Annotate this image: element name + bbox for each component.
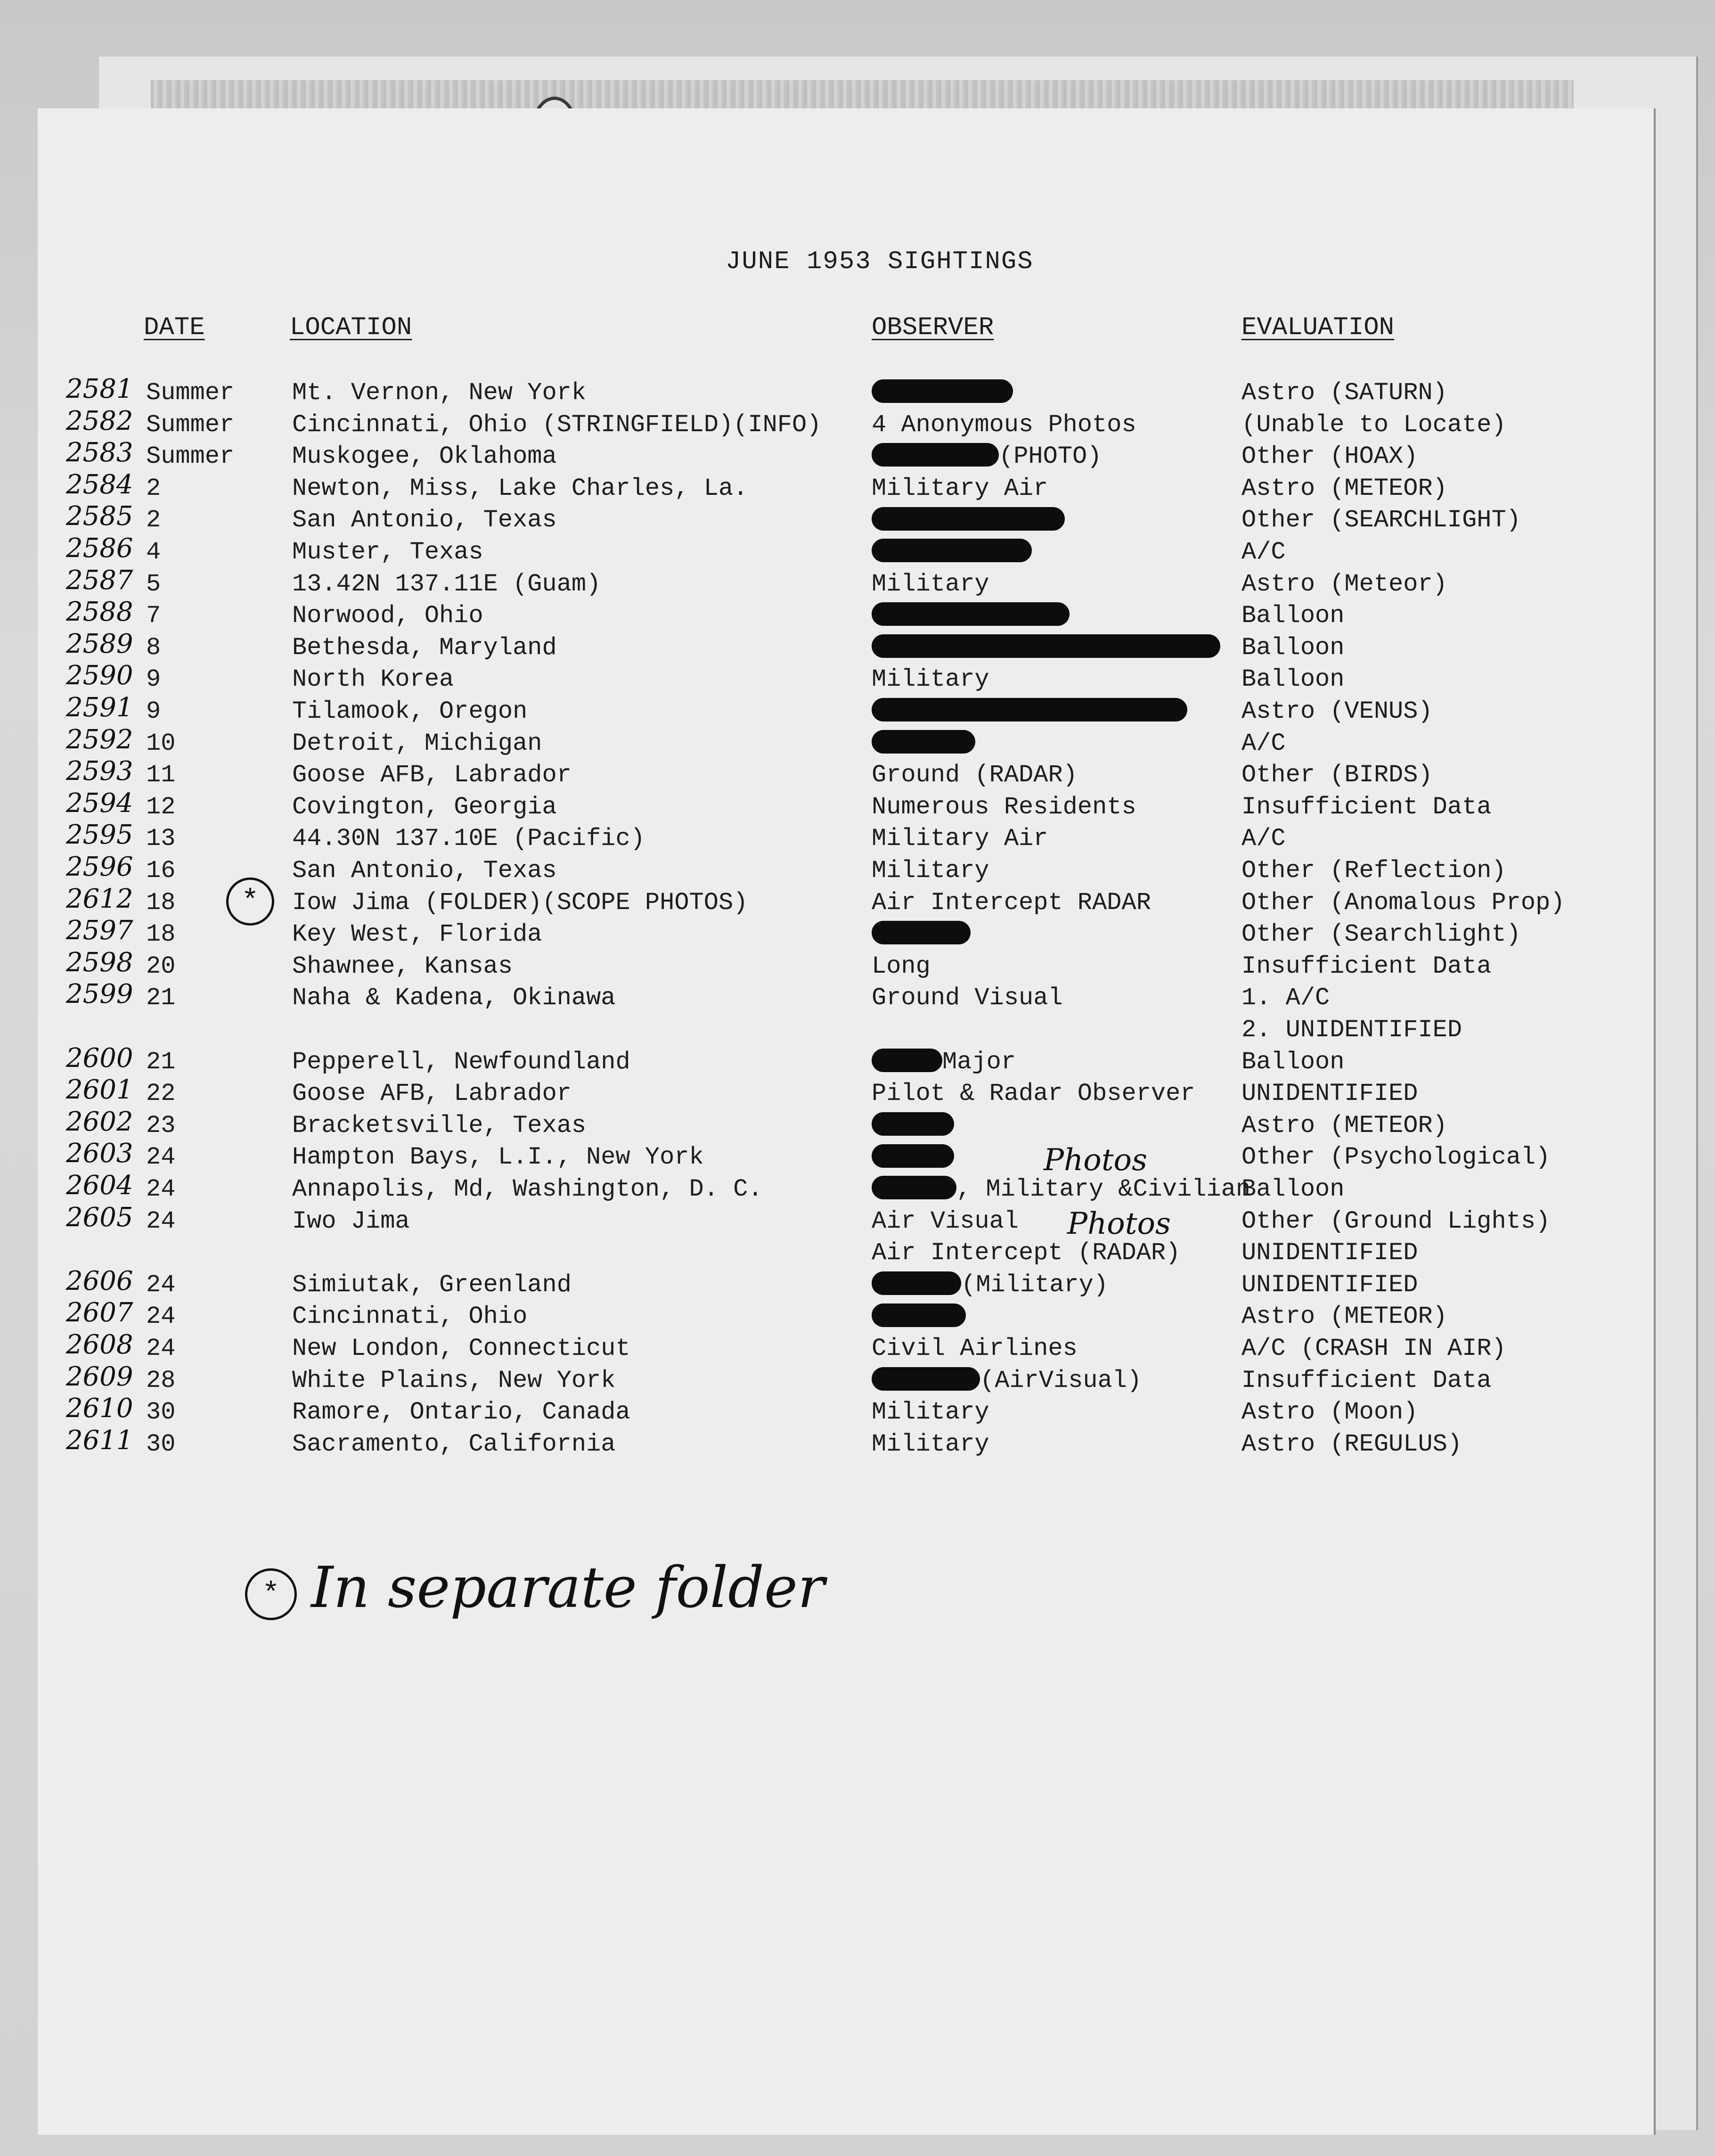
header-evaluation: EVALUATION — [1241, 313, 1395, 342]
table-row — [0, 787, 1715, 823]
table-row — [0, 820, 1715, 855]
redaction-mark — [872, 634, 1220, 658]
observer-text: Military — [872, 857, 989, 885]
case-number: 2607 — [66, 1297, 133, 1328]
case-number: 2595 — [66, 820, 133, 851]
observer-cell — [872, 1237, 1180, 1269]
evaluation-cell: Astro (REGULUS) — [1241, 1430, 1462, 1458]
location-cell: Hampton Bays, L.I., New York — [292, 1143, 704, 1172]
observer-cell — [872, 982, 1063, 1014]
observer-cell — [872, 1205, 1019, 1238]
table-row — [0, 756, 1715, 791]
location-cell: Shawnee, Kansas — [292, 952, 513, 980]
evaluation-cell: Balloon — [1241, 633, 1345, 662]
date-cell: 21 — [146, 984, 176, 1012]
redaction-mark — [872, 1144, 954, 1168]
table-row — [0, 1014, 1715, 1046]
observer-text: 4 Anonymous Photos — [872, 410, 1136, 439]
location-cell: North Korea — [292, 665, 454, 694]
handwritten-photos-1: Photos — [1044, 1143, 1147, 1178]
case-number: 2603 — [66, 1138, 133, 1169]
evaluation-cell: Balloon — [1241, 1048, 1345, 1076]
table-row — [0, 405, 1715, 441]
table-row — [0, 660, 1715, 696]
handwritten-footnote: In separate folder — [311, 1555, 825, 1621]
case-number: 2602 — [66, 1106, 133, 1137]
observer-text: Numerous Residents — [872, 793, 1136, 821]
location-cell: White Plains, New York — [292, 1366, 616, 1394]
footnote-star-icon: * — [245, 1568, 297, 1620]
table-row — [0, 1170, 1715, 1205]
case-number: 2596 — [66, 852, 133, 882]
case-number: 2593 — [66, 756, 133, 787]
date-cell: 24 — [146, 1207, 176, 1235]
observer-cell — [872, 1396, 989, 1428]
table-row — [0, 692, 1715, 728]
observer-cell — [872, 441, 1102, 473]
redaction-mark — [872, 698, 1187, 721]
date-cell: Summer — [146, 410, 235, 439]
table-row — [0, 1297, 1715, 1333]
star-marker-icon: * — [226, 877, 274, 926]
location-cell: 44.30N 137.10E (Pacific) — [292, 825, 645, 853]
case-number: 2601 — [66, 1074, 133, 1106]
evaluation-cell: Other (Ground Lights) — [1241, 1207, 1551, 1235]
observer-text: Air Intercept RADAR — [872, 888, 1151, 917]
observer-cell — [872, 823, 1048, 855]
evaluation-cell: UNIDENTIFIED — [1241, 1239, 1418, 1267]
date-cell: 30 — [146, 1430, 176, 1458]
header-observer: OBSERVER — [872, 313, 994, 342]
redaction-mark — [872, 1271, 961, 1295]
observer-text: Pilot & Radar Observer — [872, 1080, 1195, 1108]
date-cell: 24 — [146, 1271, 176, 1299]
location-cell: Ramore, Ontario, Canada — [292, 1398, 630, 1426]
evaluation-cell: A/C — [1241, 538, 1286, 566]
date-cell: 12 — [146, 793, 176, 821]
redaction-mark — [872, 602, 1070, 626]
table-row — [0, 724, 1715, 760]
evaluation-cell: Insufficient Data — [1241, 952, 1492, 980]
date-cell: 4 — [146, 538, 161, 566]
observer-cell — [872, 1333, 1078, 1365]
evaluation-cell: 2. UNIDENTIFIED — [1241, 1016, 1462, 1044]
redaction-mark — [872, 507, 1065, 531]
observer-text: Military — [872, 665, 989, 694]
table-row — [0, 437, 1715, 473]
date-cell: 10 — [146, 729, 176, 757]
evaluation-cell: Astro (METEOR) — [1241, 1111, 1447, 1139]
evaluation-cell: 1. A/C — [1241, 984, 1330, 1012]
date-cell: 24 — [146, 1175, 176, 1203]
evaluation-cell: Astro (METEOR) — [1241, 1303, 1447, 1331]
evaluation-cell: Other (SEARCHLIGHT) — [1241, 506, 1521, 534]
date-cell: 23 — [146, 1111, 176, 1139]
location-cell: Covington, Georgia — [292, 793, 557, 821]
observer-cell — [872, 632, 1220, 664]
date-cell: 18 — [146, 888, 176, 917]
table-row — [0, 1361, 1715, 1397]
case-number: 2598 — [66, 947, 133, 978]
case-number: 2609 — [66, 1361, 133, 1392]
table-row — [0, 1265, 1715, 1301]
table-row — [0, 1202, 1715, 1238]
observer-cell — [872, 1141, 954, 1173]
case-number: 2611 — [66, 1425, 133, 1456]
case-number: 2590 — [66, 660, 133, 691]
location-cell: Iow Jima (FOLDER)(SCOPE PHOTOS) — [292, 888, 748, 917]
header-location: LOCATION — [290, 313, 412, 342]
date-cell: 18 — [146, 920, 176, 949]
table-row — [0, 1042, 1715, 1078]
observer-cell — [872, 696, 1187, 728]
observer-cell — [872, 536, 1032, 568]
location-cell: Annapolis, Md, Washington, D. C. — [292, 1175, 763, 1203]
observer-text: (Military) — [961, 1271, 1109, 1299]
location-cell: Newton, Miss, Lake Charles, La. — [292, 474, 748, 502]
table-row — [0, 374, 1715, 409]
date-cell: 21 — [146, 1048, 176, 1076]
case-number: 2597 — [66, 915, 133, 946]
location-cell: Mt. Vernon, New York — [292, 379, 587, 407]
date-cell: 2 — [146, 506, 161, 534]
case-number: 2588 — [66, 597, 133, 628]
observer-text: , Military &Civilian — [956, 1175, 1251, 1203]
case-number: 2610 — [66, 1393, 133, 1424]
location-cell: Cincinnati, Ohio (STRINGFIELD)(INFO) — [292, 410, 822, 439]
redaction-mark — [872, 1049, 942, 1072]
evaluation-cell: Insufficient Data — [1241, 793, 1492, 821]
redaction-mark — [872, 443, 999, 467]
table-row — [0, 1074, 1715, 1110]
date-cell: 9 — [146, 665, 161, 694]
observer-cell — [872, 1269, 1108, 1301]
date-cell: 7 — [146, 602, 161, 630]
table-row — [0, 1237, 1715, 1269]
date-cell: Summer — [146, 443, 235, 471]
case-number: 2594 — [66, 787, 133, 819]
observer-cell — [872, 1110, 954, 1142]
evaluation-cell: Astro (METEOR) — [1241, 474, 1447, 502]
case-number: 2605 — [66, 1202, 133, 1233]
observer-cell — [872, 1428, 989, 1460]
redaction-mark — [872, 1112, 954, 1136]
redaction-mark — [872, 730, 975, 754]
case-number: 2599 — [66, 979, 133, 1010]
redaction-mark — [872, 539, 1032, 562]
page-title: JUNE 1953 SIGHTINGS — [726, 247, 1034, 276]
table-row — [0, 628, 1715, 664]
case-number: 2591 — [66, 692, 133, 723]
observer-cell — [872, 409, 1136, 441]
location-cell: Bethesda, Maryland — [292, 633, 557, 662]
observer-cell — [872, 728, 975, 760]
date-cell: 24 — [146, 1335, 176, 1362]
case-number: 2582 — [66, 405, 133, 436]
case-number: 2589 — [66, 628, 133, 659]
location-cell: Pepperell, Newfoundland — [292, 1048, 630, 1076]
date-cell: 16 — [146, 857, 176, 885]
evaluation-cell: Astro (SATURN) — [1241, 379, 1447, 407]
case-number: 2608 — [66, 1329, 133, 1360]
case-number: 2581 — [66, 374, 133, 404]
evaluation-cell: (Unable to Locate) — [1241, 410, 1506, 439]
table-row — [0, 1393, 1715, 1428]
table-row — [0, 1106, 1715, 1142]
observer-cell — [872, 951, 931, 983]
observer-cell — [872, 504, 1065, 536]
location-cell: Muster, Texas — [292, 538, 483, 566]
location-cell: San Antonio, Texas — [292, 857, 557, 885]
date-cell: 24 — [146, 1303, 176, 1331]
observer-text: Ground Visual — [872, 984, 1063, 1012]
observer-text: Civil Airlines — [872, 1335, 1078, 1362]
observer-cell — [872, 600, 1070, 632]
evaluation-cell: Astro (Meteor) — [1241, 570, 1447, 598]
case-number: 2584 — [66, 469, 133, 500]
table-row — [0, 565, 1715, 600]
evaluation-cell: Astro (VENUS) — [1241, 697, 1433, 725]
date-cell: Summer — [146, 379, 235, 407]
table-row — [0, 947, 1715, 983]
location-cell: Iwo Jima — [292, 1207, 410, 1235]
date-cell: 9 — [146, 697, 161, 725]
table-row — [0, 597, 1715, 632]
location-cell: 13.42N 137.11E (Guam) — [292, 570, 601, 598]
date-cell: 20 — [146, 952, 176, 980]
table-row — [0, 1138, 1715, 1173]
case-number: 2600 — [66, 1042, 133, 1074]
evaluation-cell: Insufficient Data — [1241, 1366, 1492, 1394]
location-cell: New London, Connecticut — [292, 1335, 630, 1362]
location-cell: Naha & Kadena, Okinawa — [292, 984, 616, 1012]
location-cell: Detroit, Michigan — [292, 729, 542, 757]
location-cell: Simiutak, Greenland — [292, 1271, 572, 1299]
evaluation-cell: A/C — [1241, 729, 1286, 757]
observer-text: Military — [872, 1398, 989, 1426]
date-cell: 8 — [146, 633, 161, 662]
location-cell: Muskogee, Oklahoma — [292, 443, 557, 471]
table-row — [0, 1425, 1715, 1460]
observer-cell — [872, 855, 989, 887]
case-number: 2612 — [66, 883, 133, 914]
observer-cell — [872, 1046, 1016, 1078]
evaluation-cell: A/C — [1241, 825, 1286, 853]
observer-text: Air Visual — [872, 1207, 1019, 1235]
observer-text: Major — [942, 1048, 1016, 1076]
observer-cell — [872, 1301, 966, 1333]
case-number: 2604 — [66, 1170, 133, 1201]
observer-text: (PHOTO) — [999, 443, 1102, 471]
observer-cell — [872, 568, 989, 600]
case-number: 2606 — [66, 1265, 133, 1296]
observer-cell — [872, 1365, 1142, 1397]
observer-cell — [872, 1078, 1195, 1110]
redaction-mark — [872, 921, 971, 944]
location-cell: Bracketsville, Texas — [292, 1111, 587, 1139]
observer-cell — [872, 791, 1136, 823]
location-cell: Cincinnati, Ohio — [292, 1303, 528, 1331]
table-row — [0, 979, 1715, 1014]
handwritten-photos-2: Photos — [1067, 1206, 1171, 1241]
table-row — [0, 1329, 1715, 1365]
location-cell: San Antonio, Texas — [292, 506, 557, 534]
date-cell: 24 — [146, 1143, 176, 1172]
observer-text: Air Intercept (RADAR) — [872, 1239, 1181, 1267]
date-cell: 13 — [146, 825, 176, 853]
evaluation-cell: Balloon — [1241, 1175, 1345, 1203]
date-cell: 22 — [146, 1080, 176, 1108]
redaction-mark — [872, 1176, 956, 1199]
observer-text: Military Air — [872, 825, 1048, 853]
date-cell: 11 — [146, 761, 176, 789]
evaluation-cell: Other (Searchlight) — [1241, 920, 1521, 949]
evaluation-cell: Other (Reflection) — [1241, 857, 1506, 885]
location-cell: Norwood, Ohio — [292, 602, 483, 630]
case-number: 2583 — [66, 437, 133, 468]
observer-cell — [872, 1173, 1250, 1205]
location-cell: Goose AFB, Labrador — [292, 761, 572, 789]
case-number: 2592 — [66, 724, 133, 755]
observer-cell — [872, 664, 989, 696]
observer-text: Military Air — [872, 474, 1048, 502]
case-number: 2587 — [66, 565, 133, 596]
date-cell: 30 — [146, 1398, 176, 1426]
header-date: DATE — [144, 313, 205, 342]
evaluation-cell: Other (HOAX) — [1241, 443, 1418, 471]
date-cell: 28 — [146, 1366, 176, 1394]
evaluation-cell: Other (Psychological) — [1241, 1143, 1551, 1172]
redaction-mark — [872, 1367, 980, 1391]
case-number: 2586 — [66, 533, 133, 564]
evaluation-cell: Other (Anomalous Prop) — [1241, 888, 1565, 917]
table-row — [0, 533, 1715, 568]
case-number: 2585 — [66, 501, 133, 532]
location-cell: Sacramento, California — [292, 1430, 616, 1458]
observer-text: Military — [872, 570, 989, 598]
evaluation-cell: Balloon — [1241, 602, 1345, 630]
observer-cell — [872, 473, 1048, 505]
table-row — [0, 501, 1715, 536]
observer-cell — [872, 377, 1013, 409]
redaction-mark — [872, 379, 1013, 403]
redaction-mark — [872, 1303, 966, 1327]
observer-text: Ground (RADAR) — [872, 761, 1078, 789]
evaluation-cell: Astro (Moon) — [1241, 1398, 1418, 1426]
evaluation-cell: A/C (CRASH IN AIR) — [1241, 1335, 1506, 1362]
observer-cell — [872, 887, 1151, 919]
observer-cell — [872, 918, 971, 951]
evaluation-cell: UNIDENTIFIED — [1241, 1271, 1418, 1299]
date-cell: 2 — [146, 474, 161, 502]
observer-cell — [872, 759, 1078, 791]
table-row — [0, 469, 1715, 505]
observer-text: Long — [872, 952, 931, 980]
location-cell: Goose AFB, Labrador — [292, 1080, 572, 1108]
date-cell: 5 — [146, 570, 161, 598]
observer-text: (AirVisual) — [980, 1366, 1142, 1394]
observer-text: Military — [872, 1430, 989, 1458]
evaluation-cell: UNIDENTIFIED — [1241, 1080, 1418, 1108]
evaluation-cell: Other (BIRDS) — [1241, 761, 1433, 789]
location-cell: Key West, Florida — [292, 920, 542, 949]
location-cell: Tilamook, Oregon — [292, 697, 528, 725]
evaluation-cell: Balloon — [1241, 665, 1345, 694]
